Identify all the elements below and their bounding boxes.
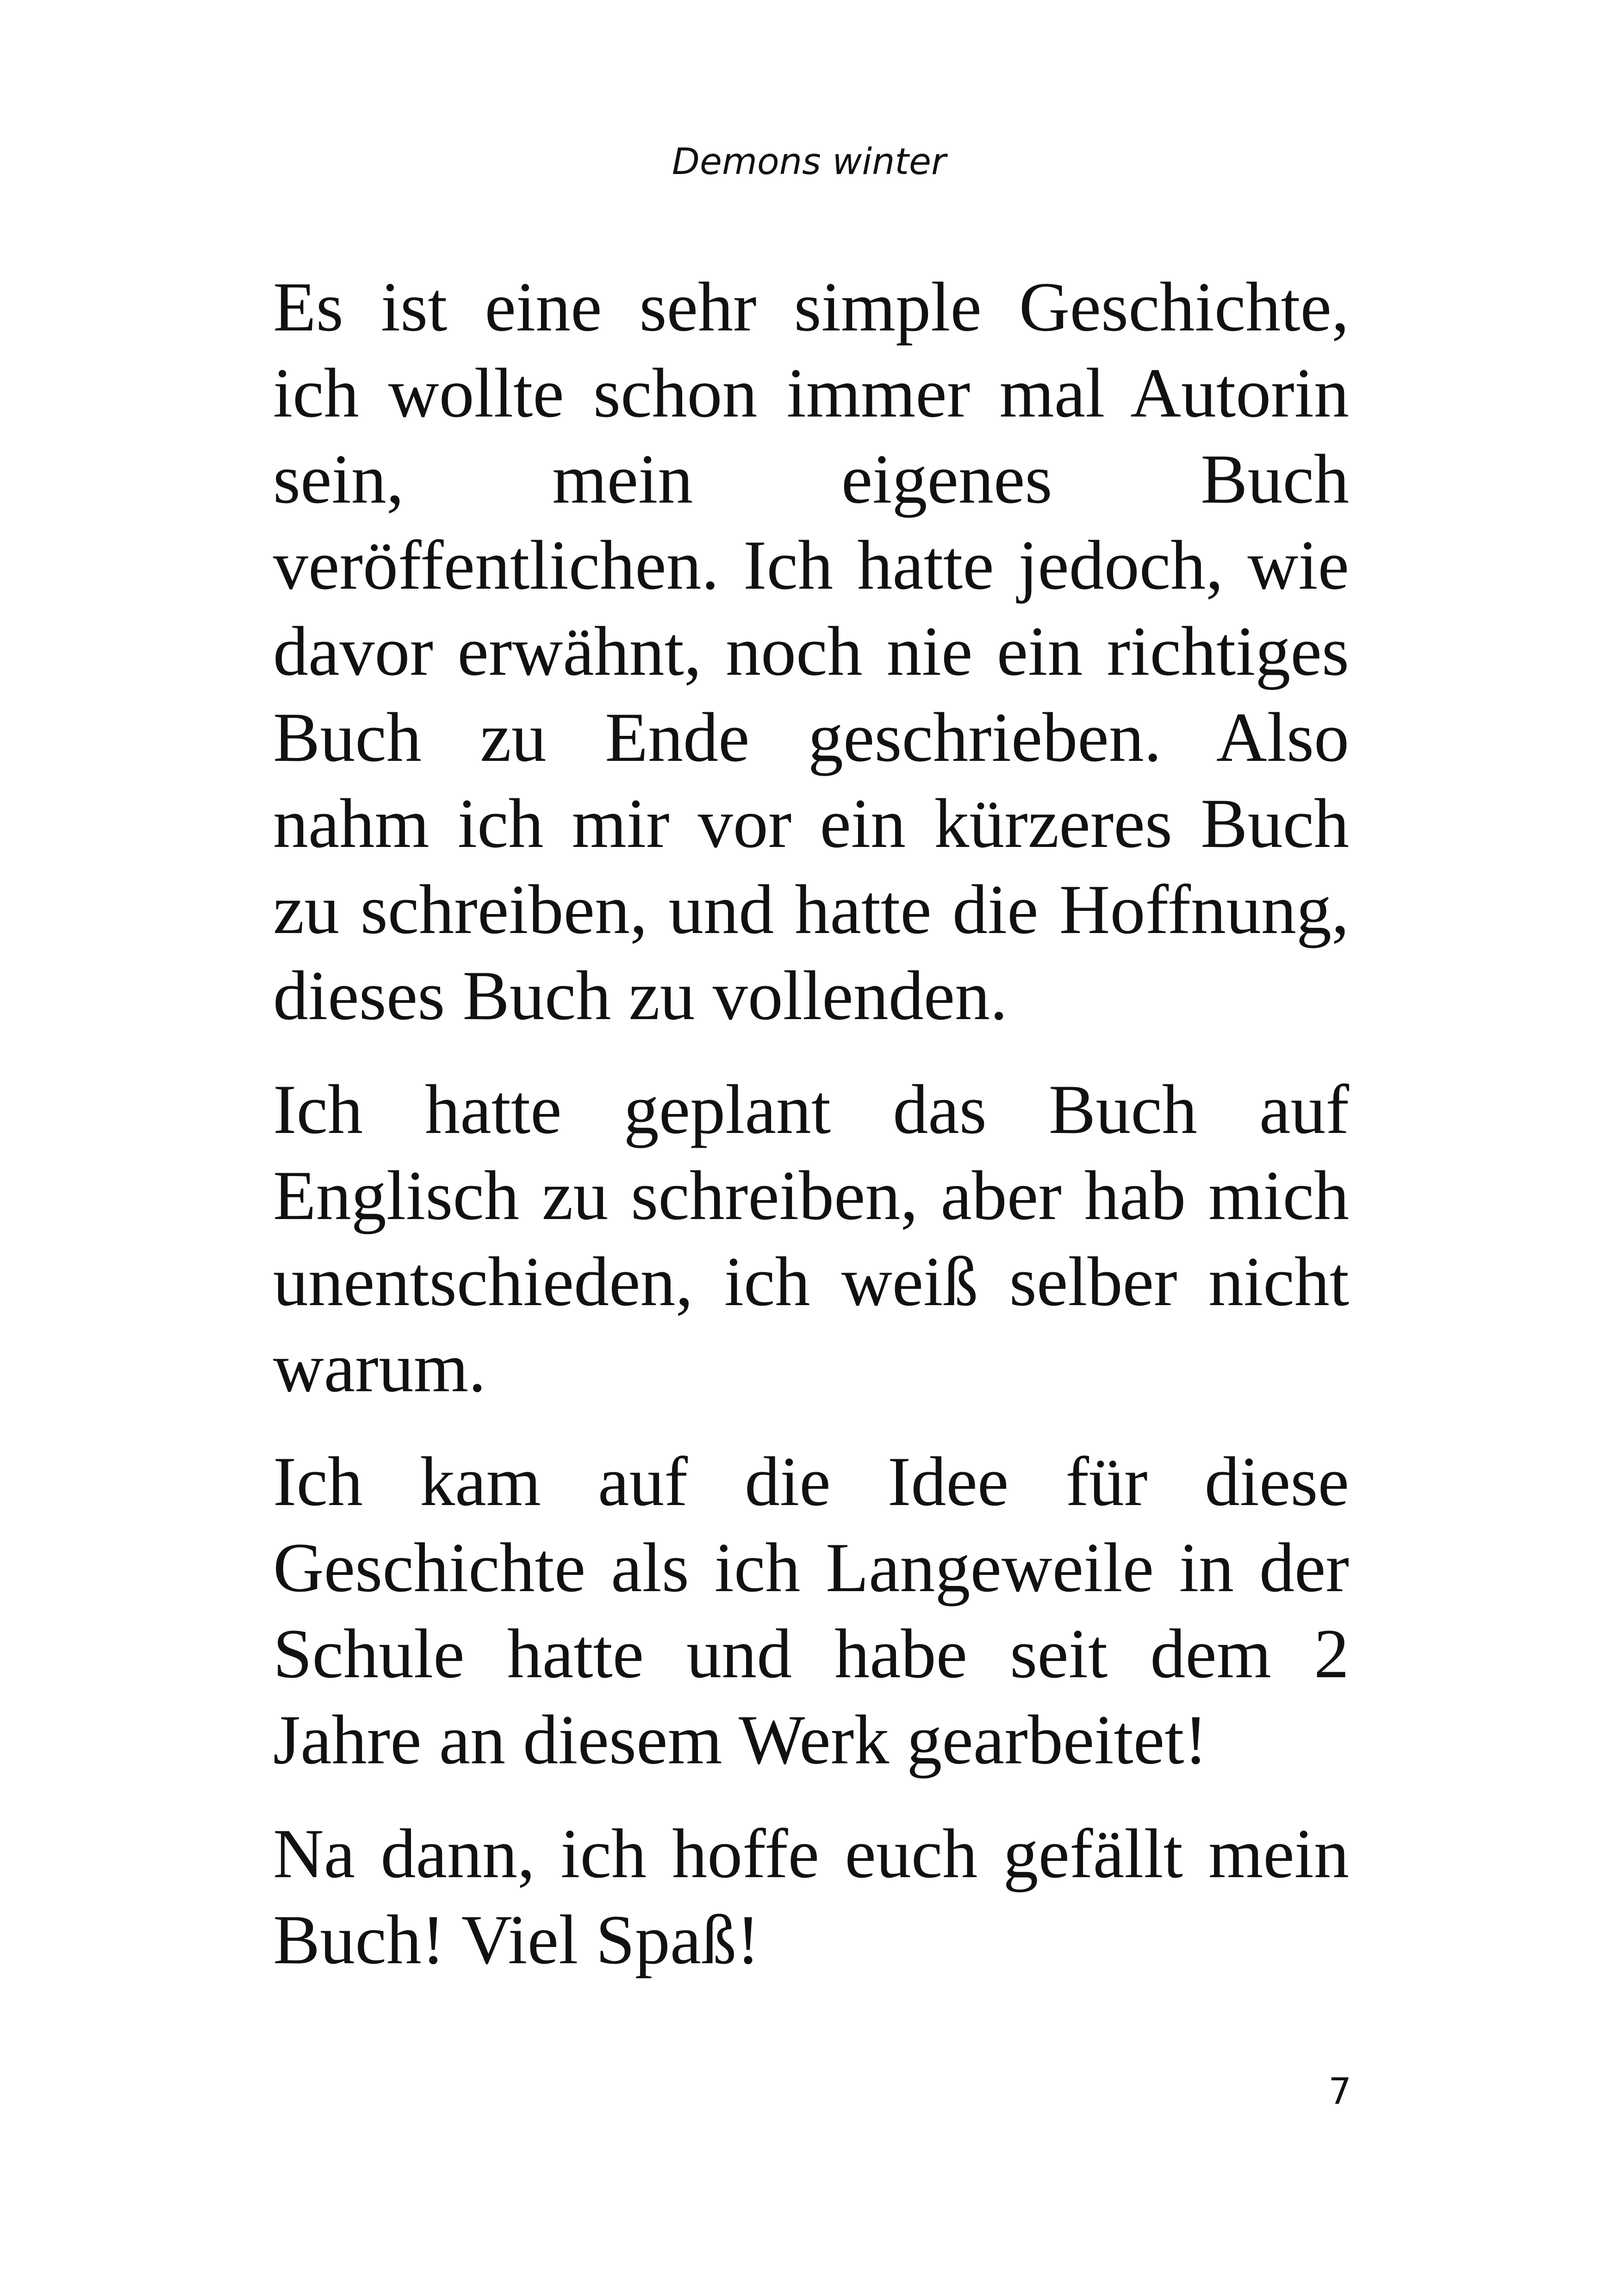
- body-text: [273, 264, 1349, 2010]
- paragraph: Ich kam auf die Idee für diese Geschichte als ich Langeweile in der Schule hatte und habe seit dem 2 Jahre an diesem Werk gearbeitet!: [273, 1443, 1349, 1779]
- paragraph: Es ist eine sehr simple Geschichte, ich wollte schon immer mal Autorin sein, mein eigenes Buch veröffentlichen. Ich hatte jedoch, wie davor erwähnt, noch nie ein richtiges Buch zu Ende geschrieben. Also nahm ich mir vor ein kürzeres Buch zu schreiben, und hatte die Hoffnung, dieses Buch zu vollenden.: [273, 268, 1349, 1034]
- running-header: Demons winter: [672, 141, 946, 183]
- page-number: 7: [1328, 2071, 1351, 2113]
- paragraph: Na dann, ich hoffe euch gefällt mein Buch! Viel Spaß!: [273, 1815, 1349, 1979]
- paragraph: Ich hatte geplant das Buch auf Englisch zu schreiben, aber hab mich unentschieden, ich weiß selber nicht warum.: [273, 1070, 1349, 1406]
